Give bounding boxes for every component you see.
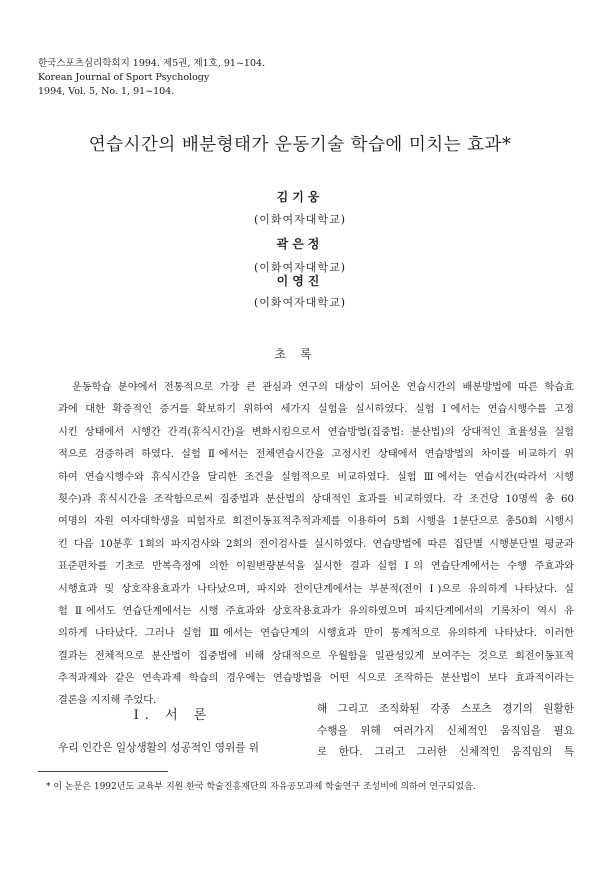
journal-citation-english: 1994, Vol. 5, No. 1, 91~104. xyxy=(38,86,175,97)
abstract-line: 시행효과 및 상호작용효과가 나타났으며, 파지와 전이단계에서는 부분적(전이 Ⅰ)으로 유의하게 나타났다. 실 xyxy=(58,583,574,595)
abstract-line: 운동학습 분야에서 전통적으로 가장 큰 관심과 연구의 대상이 되어온 연습시간의 배분방법에 따른 학습효 xyxy=(72,382,574,393)
paper-title: 연습시간의 배분형태가 운동기술 학습에 미치는 효과* xyxy=(88,135,512,155)
abstract-line: 횟수)과 휴식시간을 조작함으로써 집중법과 분산법의 상대적인 효과를 비교하였다. 각 조건당 10명씩 총 60 xyxy=(58,493,574,505)
abstract-line: 시킨 상태에서 시행간 간격(휴식시간)을 변화시킴으로서 연습방법(집중법: 분산법)의 상대적인 효율성을 실험 xyxy=(58,426,574,438)
author-affiliation: (이화여자대학교) xyxy=(254,296,346,309)
section-heading-introduction: Ⅰ. 서 론 xyxy=(133,708,213,723)
body-line: 로 한다. 그리고 그러한 신체적인 움직임의 특 xyxy=(317,746,574,759)
journal-name-english: Korean Journal of Sport Psychology xyxy=(38,72,210,83)
author-name: 김기웅 xyxy=(276,190,324,204)
abstract-line: 하여 연습시행수와 휴식시간을 달리한 조건을 실험적으로 비교하였다. 실험 Ⅲ에서는 연습시간(따라서 시행 xyxy=(58,471,574,483)
abstract-line: 험 Ⅱ에서도 연습단계에서는 시행 주효과와 상호작용효과가 유의하였으며 파지단계에서의 기록차이 역시 유 xyxy=(58,605,574,617)
abstract-body xyxy=(58,377,574,713)
journal-header xyxy=(38,57,265,99)
body-line: 해 그리고 조직화된 각종 스포츠 경기의 원활한 xyxy=(317,703,574,715)
author-affiliation: (이화여자대학교) xyxy=(254,261,346,274)
abstract-line: 의하게 나타났다. 그러나 실험 Ⅲ에서는 연습단계의 시행효과 만이 통계적으로 유의하게 나타났다. 이러한 xyxy=(58,628,574,640)
abstract-line: 적으로 검증하려 하였다. 실험 Ⅱ에서는 전체연습시간을 고정시킨 상태에서 연습방법의 차이를 비교하기 위 xyxy=(58,449,574,461)
footnote-divider xyxy=(38,771,168,772)
abstract-line: 결과는 전체적으로 분산법이 집중법에 비해 상대적으로 우월함을 일관성있게 보여주는 것으로 회전이동표적 xyxy=(58,650,574,662)
body-line: 우리 인간은 일상생활의 성공적인 영위를 위 xyxy=(58,742,260,754)
abstract-line: 표준편차를 기초로 반복측정에 의한 이원변량분석을 실시한 결과 실험 Ⅰ의 연습단계에서는 수행 주효과와 xyxy=(58,561,574,573)
footnote: * 이 논문은 1992년도 교육부 지원 한국 학술진흥재단의 자유공모과제 학술연구 조성비에 의하여 연구되었음. xyxy=(46,782,476,792)
abstract-line: 여명의 자원 여자대학생을 피험자로 회전이동표적추적과제를 이용하여 5회 시행을 1분단으로 총50회 시행시 xyxy=(58,516,574,528)
body-left-column xyxy=(58,740,302,755)
body-line: 수행을 위해 여러가지 신체적인 움직임을 필요 xyxy=(317,724,574,737)
author-name: 이영진 xyxy=(276,274,324,288)
author-affiliation: (이화여자대학교) xyxy=(254,213,346,226)
abstract-line: 과에 대한 확증적인 증거를 확보하기 위하여 세가지 실험을 실시하였다. 실험 Ⅰ에서는 연습시행수를 고정 xyxy=(58,404,574,416)
author-name: 곽은정 xyxy=(276,237,324,251)
abstract-line: 킨 다음 10분후 1회의 파지검사와 2회의 전이검사를 실시하였다. 연습방법에 따른 집단별 시행분단별 평균과 xyxy=(58,538,574,550)
journal-citation-korean: 한국스포츠심리학회지 1994. 제5권, 제1호, 91~104. xyxy=(38,58,266,69)
abstract-line: 추적과제와 같은 연속과제 학습의 경우에는 연습방법을 어떤 식으로 조작하든 분산법이 보다 효과적이라는 xyxy=(58,673,574,685)
body-right-column xyxy=(317,699,574,764)
abstract-heading: 초록 xyxy=(274,347,326,361)
abstract-line: 결론을 지지해 주었다. xyxy=(58,695,157,707)
